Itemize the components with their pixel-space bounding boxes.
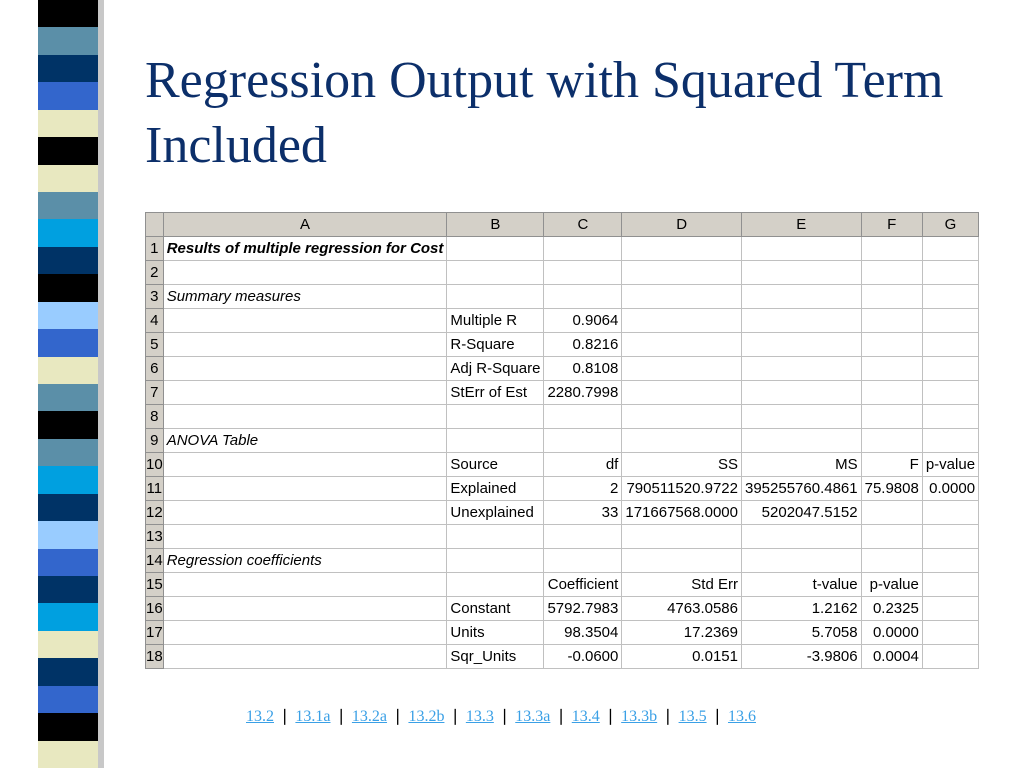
cell-a7[interactable]: [163, 381, 447, 405]
column-header-e[interactable]: E: [741, 213, 861, 237]
table-row: [146, 525, 979, 549]
stripe-segment: [38, 82, 98, 110]
stripe-segment: [38, 329, 98, 357]
stripe-segment: [38, 658, 98, 686]
cell-c7[interactable]: 2280.7998: [544, 381, 622, 405]
column-header-a[interactable]: A: [163, 213, 447, 237]
link-separator: ❘: [391, 708, 405, 725]
cell-e1[interactable]: [741, 237, 861, 261]
cell-d15[interactable]: Std Err: [622, 573, 742, 597]
cell-g14[interactable]: [922, 549, 978, 573]
cell-c13[interactable]: [544, 525, 622, 549]
cell-f18[interactable]: 0.0004: [861, 645, 922, 669]
row-header[interactable]: 13: [146, 525, 164, 549]
cell-a2[interactable]: [163, 261, 447, 285]
cell-g2[interactable]: [922, 261, 978, 285]
cell-g13[interactable]: [922, 525, 978, 549]
cell-e13[interactable]: [741, 525, 861, 549]
cell-c18[interactable]: -0.0600: [544, 645, 622, 669]
cell-d8[interactable]: [622, 405, 742, 429]
cell-b14[interactable]: [447, 549, 544, 573]
cell-d7[interactable]: [622, 381, 742, 405]
cell-c4[interactable]: 0.9064: [544, 309, 622, 333]
nav-link[interactable]: 13.1a: [295, 708, 331, 725]
column-header-row: [146, 213, 979, 237]
cell-f1[interactable]: [861, 237, 922, 261]
row-header[interactable]: 18: [146, 645, 164, 669]
nav-link[interactable]: 13.3a: [515, 708, 551, 725]
nav-link[interactable]: 13.2: [246, 708, 274, 725]
link-separator: ❘: [603, 708, 618, 725]
cell-a16[interactable]: [163, 597, 447, 621]
cell-d17[interactable]: 17.2369: [622, 621, 742, 645]
stripe-segment: [38, 219, 98, 247]
cell-c12[interactable]: 33: [544, 501, 622, 525]
table-row: [146, 645, 979, 669]
stripe-segment: [38, 439, 98, 467]
cell-a3[interactable]: Summary measures: [163, 285, 447, 309]
cell-a1[interactable]: Results of multiple regression for Cost: [163, 237, 447, 261]
cell-f10[interactable]: F: [861, 453, 922, 477]
cell-a5[interactable]: [163, 333, 447, 357]
cell-f9[interactable]: [861, 429, 922, 453]
cell-g15[interactable]: [922, 573, 978, 597]
cell-b17[interactable]: Units: [447, 621, 544, 645]
cell-f12[interactable]: [861, 501, 922, 525]
link-separator: ❘: [334, 708, 348, 725]
cell-d14[interactable]: [622, 549, 742, 573]
stripe-segment: [38, 165, 98, 193]
cell-a8[interactable]: [163, 405, 447, 429]
cell-d5[interactable]: [622, 333, 742, 357]
nav-link[interactable]: 13.5: [678, 708, 707, 725]
row-header[interactable]: 5: [146, 333, 164, 357]
stripe-segment: [38, 631, 98, 659]
cell-f11[interactable]: 75.9808: [861, 477, 922, 501]
row-header[interactable]: 10: [146, 453, 164, 477]
cell-c1[interactable]: [544, 237, 622, 261]
cell-b5[interactable]: R-Square: [447, 333, 544, 357]
stripe-segment: [38, 137, 98, 165]
link-separator: ❘: [661, 708, 675, 725]
table-row: [146, 237, 979, 261]
stripe-segment: [38, 466, 98, 494]
link-separator: ❘: [710, 708, 724, 725]
cell-d9[interactable]: [622, 429, 742, 453]
table-row: [146, 309, 979, 333]
cell-b10[interactable]: Source: [447, 453, 544, 477]
row-header[interactable]: 6: [146, 357, 164, 381]
row-header[interactable]: 14: [146, 549, 164, 573]
slide-title: Regression Output with Squared Term Included: [145, 52, 944, 174]
table-row: [146, 261, 979, 285]
cell-f13[interactable]: [861, 525, 922, 549]
cell-g17[interactable]: [922, 621, 978, 645]
cell-g18[interactable]: [922, 645, 978, 669]
cell-f5[interactable]: [861, 333, 922, 357]
cell-a9[interactable]: ANOVA Table: [163, 429, 447, 453]
column-header-b[interactable]: B: [447, 213, 544, 237]
table-row: [146, 405, 979, 429]
nav-link[interactable]: 13.2b: [408, 708, 445, 725]
cell-c14[interactable]: [544, 549, 622, 573]
cell-a15[interactable]: [163, 573, 447, 597]
cell-d4[interactable]: [622, 309, 742, 333]
stripe-segment: [38, 603, 98, 631]
cell-b16[interactable]: Constant: [447, 597, 544, 621]
cell-d10[interactable]: SS: [622, 453, 742, 477]
cell-c11[interactable]: 2: [544, 477, 622, 501]
cell-e4[interactable]: [741, 309, 861, 333]
stripe-segment: [38, 576, 98, 604]
nav-link[interactable]: 13.6: [727, 708, 756, 725]
cell-a17[interactable]: [163, 621, 447, 645]
cell-f6[interactable]: [861, 357, 922, 381]
table-row: [146, 573, 979, 597]
cell-d16[interactable]: 4763.0586: [622, 597, 742, 621]
cell-f7[interactable]: [861, 381, 922, 405]
cell-e11[interactable]: 395255760.4861: [741, 477, 861, 501]
cell-c16[interactable]: 5792.7983: [544, 597, 622, 621]
row-header[interactable]: 17: [146, 621, 164, 645]
cell-g10[interactable]: p-value: [922, 453, 978, 477]
cell-a11[interactable]: [163, 477, 447, 501]
row-header[interactable]: 2: [146, 261, 164, 285]
cell-g11[interactable]: 0.0000: [922, 477, 978, 501]
nav-link[interactable]: 13.4: [571, 708, 600, 725]
link-separator: ❘: [448, 708, 462, 725]
stripe-segment: [38, 0, 98, 28]
cell-e17[interactable]: 5.7058: [741, 621, 861, 645]
stripe-segment: [38, 713, 98, 741]
cell-f16[interactable]: 0.2325: [861, 597, 922, 621]
link-separator: ❘: [278, 708, 292, 725]
cell-g12[interactable]: [922, 501, 978, 525]
cell-e18[interactable]: -3.9806: [741, 645, 861, 669]
cell-e7[interactable]: [741, 381, 861, 405]
stripe-segment: [38, 55, 98, 83]
cell-c3[interactable]: [544, 285, 622, 309]
column-header-g[interactable]: G: [922, 213, 978, 237]
cell-b2[interactable]: [447, 261, 544, 285]
nav-link[interactable]: 13.3: [465, 708, 494, 725]
cell-c8[interactable]: [544, 405, 622, 429]
cell-f8[interactable]: [861, 405, 922, 429]
stripe-segment: [38, 686, 98, 714]
cell-f17[interactable]: 0.0000: [861, 621, 922, 645]
cell-b13[interactable]: [447, 525, 544, 549]
cell-e14[interactable]: [741, 549, 861, 573]
cell-c17[interactable]: 98.3504: [544, 621, 622, 645]
cell-g16[interactable]: [922, 597, 978, 621]
cell-g4[interactable]: [922, 309, 978, 333]
cell-e10[interactable]: MS: [741, 453, 861, 477]
spreadsheet: [145, 212, 976, 670]
cell-d2[interactable]: [622, 261, 742, 285]
stripe-segment: [38, 741, 98, 768]
cell-a14[interactable]: Regression coefficients: [163, 549, 447, 573]
cell-a10[interactable]: [163, 453, 447, 477]
spreadsheet-grid: [145, 212, 979, 669]
row-header[interactable]: 7: [146, 381, 164, 405]
stripe-segment: [38, 411, 98, 439]
stripe-segment: [38, 27, 98, 55]
cell-f4[interactable]: [861, 309, 922, 333]
cell-d12[interactable]: 171667568.0000: [622, 501, 742, 525]
column-header-f[interactable]: F: [861, 213, 922, 237]
stripe-segment: [38, 110, 98, 138]
cell-g7[interactable]: [922, 381, 978, 405]
cell-d13[interactable]: [622, 525, 742, 549]
row-header[interactable]: 11: [146, 477, 164, 501]
cell-e15[interactable]: t-value: [741, 573, 861, 597]
row-header[interactable]: 12: [146, 501, 164, 525]
cell-e8[interactable]: [741, 405, 861, 429]
nav-link[interactable]: 13.3b: [621, 708, 658, 725]
cell-a6[interactable]: [163, 357, 447, 381]
table-row: [146, 597, 979, 621]
table-row: [146, 357, 979, 381]
row-header[interactable]: 3: [146, 285, 164, 309]
row-header[interactable]: 15: [146, 573, 164, 597]
cell-b1[interactable]: [447, 237, 544, 261]
cell-g8[interactable]: [922, 405, 978, 429]
column-header-d[interactable]: D: [622, 213, 742, 237]
cell-g1[interactable]: [922, 237, 978, 261]
table-row: [146, 477, 979, 501]
cell-e3[interactable]: [741, 285, 861, 309]
cell-d6[interactable]: [622, 357, 742, 381]
cell-g3[interactable]: [922, 285, 978, 309]
table-row: [146, 621, 979, 645]
table-row: [146, 501, 979, 525]
cell-d1[interactable]: [622, 237, 742, 261]
table-row: [146, 285, 979, 309]
stripe-segment: [38, 521, 98, 549]
cell-a12[interactable]: [163, 501, 447, 525]
cell-c10[interactable]: df: [544, 453, 622, 477]
cell-b6[interactable]: Adj R-Square: [447, 357, 544, 381]
cell-g6[interactable]: [922, 357, 978, 381]
stripe-segment: [38, 549, 98, 577]
cell-b8[interactable]: [447, 405, 544, 429]
cell-f3[interactable]: [861, 285, 922, 309]
row-header[interactable]: 16: [146, 597, 164, 621]
cell-f14[interactable]: [861, 549, 922, 573]
decorative-stripe-bar: [38, 0, 98, 768]
stripe-segment: [38, 274, 98, 302]
cell-c9[interactable]: [544, 429, 622, 453]
cell-a13[interactable]: [163, 525, 447, 549]
cell-e6[interactable]: [741, 357, 861, 381]
select-all-corner[interactable]: [146, 213, 164, 237]
cell-c6[interactable]: 0.8108: [544, 357, 622, 381]
cell-c15[interactable]: Coefficient: [544, 573, 622, 597]
cell-g9[interactable]: [922, 429, 978, 453]
stripe-segment: [38, 494, 98, 522]
cell-c5[interactable]: 0.8216: [544, 333, 622, 357]
cell-f15[interactable]: p-value: [861, 573, 922, 597]
table-row: [146, 453, 979, 477]
table-row: [146, 333, 979, 357]
cell-d18[interactable]: 0.0151: [622, 645, 742, 669]
stripe-segment: [38, 384, 98, 412]
table-row: [146, 429, 979, 453]
cell-b7[interactable]: StErr of Est: [447, 381, 544, 405]
cell-a4[interactable]: [163, 309, 447, 333]
table-row: [146, 381, 979, 405]
cell-e5[interactable]: [741, 333, 861, 357]
column-header-c[interactable]: C: [544, 213, 622, 237]
row-header[interactable]: 8: [146, 405, 164, 429]
cell-g5[interactable]: [922, 333, 978, 357]
navigation-links: [246, 706, 756, 726]
cell-b4[interactable]: Multiple R: [447, 309, 544, 333]
stripe-segment: [38, 192, 98, 220]
cell-d11[interactable]: 790511520.9722: [622, 477, 742, 501]
link-separator: ❘: [554, 708, 568, 725]
cell-e16[interactable]: 1.2162: [741, 597, 861, 621]
row-header[interactable]: 9: [146, 429, 164, 453]
cell-b11[interactable]: Explained: [447, 477, 544, 501]
cell-b3[interactable]: [447, 285, 544, 309]
cell-e2[interactable]: [741, 261, 861, 285]
cell-e12[interactable]: 5202047.5152: [741, 501, 861, 525]
row-header[interactable]: 4: [146, 309, 164, 333]
cell-b18[interactable]: Sqr_Units: [447, 645, 544, 669]
stripe-segment: [38, 302, 98, 330]
nav-link[interactable]: 13.2a: [351, 708, 388, 725]
cell-f2[interactable]: [861, 261, 922, 285]
stripe-segment: [38, 247, 98, 275]
row-header[interactable]: 1: [146, 237, 164, 261]
cell-a18[interactable]: [163, 645, 447, 669]
cell-d3[interactable]: [622, 285, 742, 309]
link-separator: ❘: [497, 708, 512, 725]
cell-b9[interactable]: [447, 429, 544, 453]
stripe-bar-shadow: [98, 0, 104, 768]
table-row: [146, 549, 979, 573]
stripe-segment: [38, 357, 98, 385]
cell-e9[interactable]: [741, 429, 861, 453]
cell-c2[interactable]: [544, 261, 622, 285]
cell-b15[interactable]: [447, 573, 544, 597]
cell-b12[interactable]: Unexplained: [447, 501, 544, 525]
